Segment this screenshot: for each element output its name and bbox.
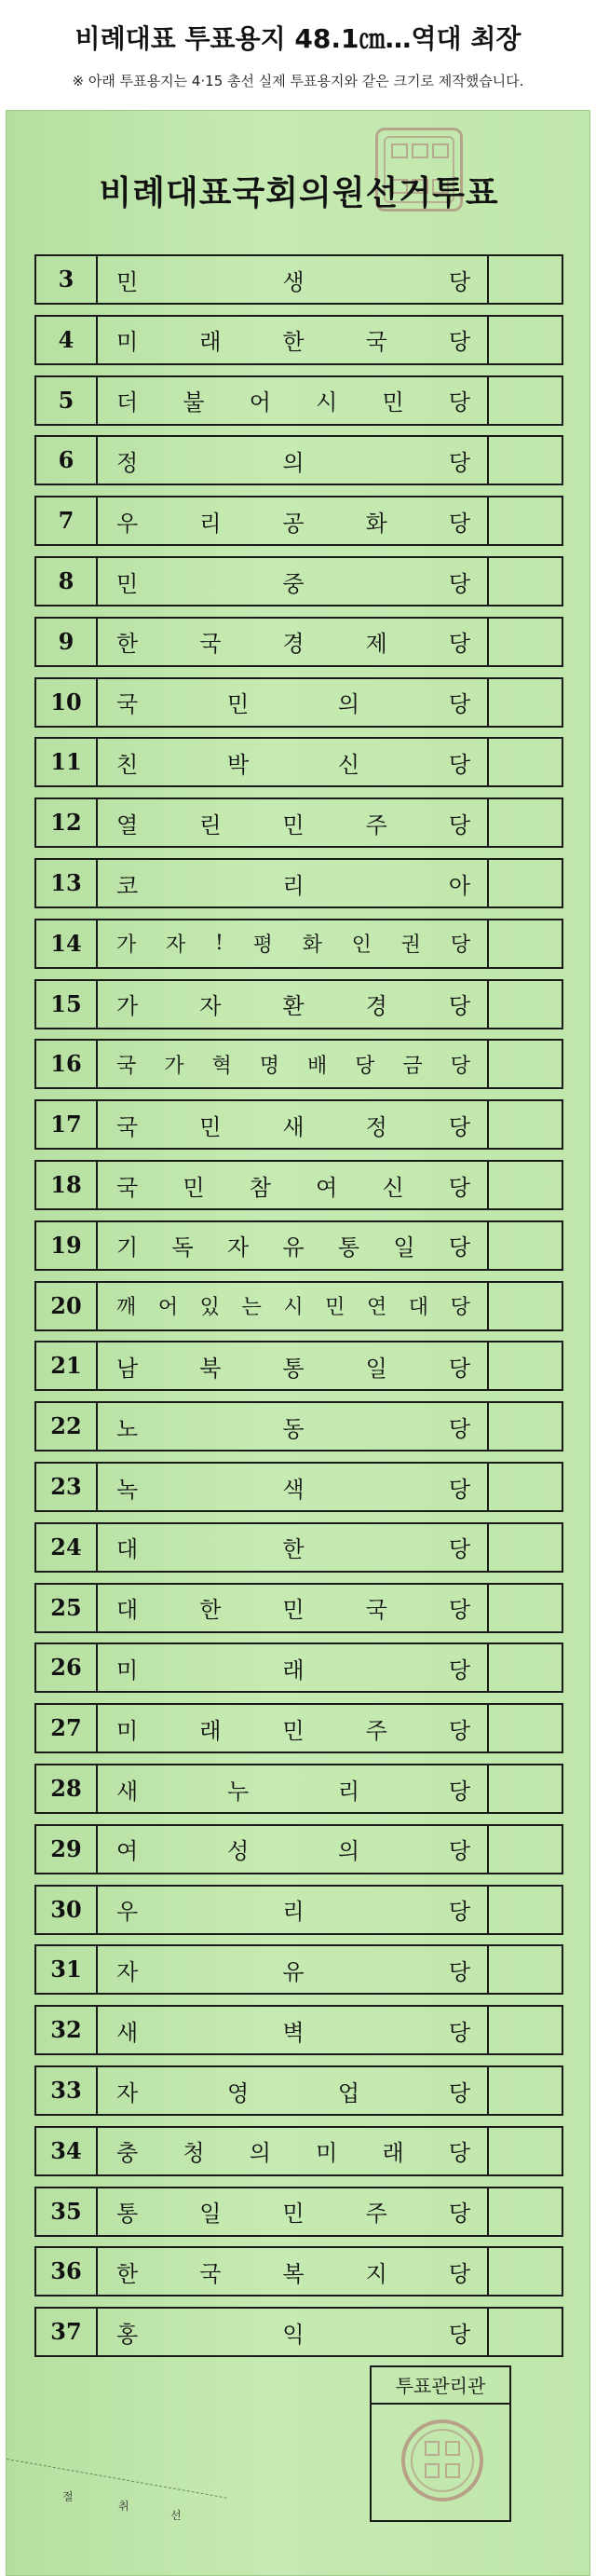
party-row: [34, 556, 563, 607]
vote-mark-box[interactable]: [489, 2007, 562, 2053]
party-number: 24: [36, 1524, 98, 1571]
party-number: 7: [36, 497, 98, 544]
party-number: 32: [36, 2007, 98, 2053]
party-name: 깨 어 있 는 시 민 연 대 당: [98, 1283, 489, 1329]
vote-mark-box[interactable]: [489, 1705, 562, 1751]
party-number: 28: [36, 1765, 98, 1812]
party-row: [34, 1281, 563, 1331]
vote-mark-box[interactable]: [489, 1524, 562, 1571]
official-seal-icon: [400, 2418, 485, 2503]
party-name: 충 청 의 미 래 당: [98, 2128, 489, 2174]
party-row: [34, 2065, 563, 2116]
party-row: [34, 1885, 563, 1935]
party-row: [34, 1039, 563, 1089]
vote-mark-box[interactable]: [489, 1041, 562, 1087]
party-number: 29: [36, 1826, 98, 1873]
party-name: 미 래 당: [98, 1644, 489, 1691]
party-name: 대 한 민 국 당: [98, 1585, 489, 1631]
party-number: 6: [36, 437, 98, 484]
vote-mark-box[interactable]: [489, 2067, 562, 2114]
party-name: 가 자 ! 평 화 인 권 당: [98, 920, 489, 967]
party-number: 13: [36, 860, 98, 906]
party-number: 14: [36, 920, 98, 967]
official-box: [370, 2365, 511, 2522]
vote-mark-box[interactable]: [489, 1644, 562, 1691]
party-number: 20: [36, 1283, 98, 1329]
party-number: 34: [36, 2128, 98, 2174]
party-row: [34, 677, 563, 728]
party-name: 여 성 의 당: [98, 1826, 489, 1873]
vote-mark-box[interactable]: [489, 2188, 562, 2235]
vote-mark-box[interactable]: [489, 437, 562, 484]
vote-mark-box[interactable]: [489, 1826, 562, 1873]
party-row: [34, 2187, 563, 2237]
ballot-title: 비례대표국회의원선거투표: [99, 174, 499, 212]
party-row: [34, 1703, 563, 1753]
party-name: 기 독 자 유 통 일 당: [98, 1222, 489, 1269]
party-number: 22: [36, 1403, 98, 1450]
party-name: 국 민 참 여 신 당: [98, 1162, 489, 1208]
party-name: 통 일 민 주 당: [98, 2188, 489, 2235]
party-name: 새 누 리 당: [98, 1765, 489, 1812]
party-number: 9: [36, 619, 98, 665]
party-name: 코 리 아: [98, 860, 489, 906]
party-name: 미 래 한 국 당: [98, 317, 489, 363]
party-name: 국 민 의 당: [98, 679, 489, 726]
party-name: 민 생 당: [98, 256, 489, 303]
vote-mark-box[interactable]: [489, 1101, 562, 1148]
party-name: 한 국 복 지 당: [98, 2248, 489, 2295]
vote-mark-box[interactable]: [489, 377, 562, 424]
official-label: 투표관리관: [372, 2367, 509, 2405]
party-number: 26: [36, 1644, 98, 1691]
party-row: [34, 1401, 563, 1452]
party-row: [34, 375, 563, 426]
party-row: [34, 919, 563, 969]
party-number: 5: [36, 377, 98, 424]
vote-mark-box[interactable]: [489, 619, 562, 665]
party-name: 정 의 당: [98, 437, 489, 484]
party-number: 23: [36, 1464, 98, 1510]
vote-mark-box[interactable]: [489, 1585, 562, 1631]
party-row: [34, 1099, 563, 1150]
vote-mark-box[interactable]: [489, 1887, 562, 1933]
party-number: 8: [36, 558, 98, 605]
vote-mark-box[interactable]: [489, 799, 562, 846]
party-number: 4: [36, 317, 98, 363]
party-number: 37: [36, 2309, 98, 2355]
party-row: [34, 2005, 563, 2055]
party-row: [34, 1220, 563, 1271]
party-name: 친 박 신 당: [98, 739, 489, 785]
party-name: 자 영 업 당: [98, 2067, 489, 2114]
party-name: 국 민 새 정 당: [98, 1101, 489, 1148]
cut-label: 취: [118, 2500, 129, 2513]
size-note: ※ 아래 투표용지는 4·15 총선 실제 투표용지와 같은 크기로 제작했습니다.: [72, 73, 524, 89]
party-name: 우 리 당: [98, 1887, 489, 1933]
party-number: 16: [36, 1041, 98, 1087]
party-number: 25: [36, 1585, 98, 1631]
party-row: [34, 737, 563, 787]
vote-mark-box[interactable]: [489, 1464, 562, 1510]
party-number: 33: [36, 2067, 98, 2114]
party-name: 새 벽 당: [98, 2007, 489, 2053]
party-name: 열 린 민 주 당: [98, 799, 489, 846]
party-row: [34, 617, 563, 667]
party-name: 남 북 통 일 당: [98, 1343, 489, 1389]
party-row: [34, 1764, 563, 1814]
party-row: [34, 1824, 563, 1874]
vote-mark-box[interactable]: [489, 739, 562, 785]
party-number: 21: [36, 1343, 98, 1389]
ballot-paper: [6, 110, 590, 2576]
party-row: [34, 1462, 563, 1512]
party-row: [34, 1160, 563, 1210]
party-row: [34, 435, 563, 485]
party-row: [34, 1583, 563, 1633]
party-name: 국 가 혁 명 배 당 금 당: [98, 1041, 489, 1087]
vote-mark-box[interactable]: [489, 920, 562, 967]
party-row: [34, 315, 563, 365]
party-name: 자 유 당: [98, 1946, 489, 1993]
party-row: [34, 254, 563, 305]
vote-mark-box[interactable]: [489, 1946, 562, 1993]
party-number: 15: [36, 981, 98, 1028]
vote-mark-box[interactable]: [489, 558, 562, 605]
vote-mark-box[interactable]: [489, 2248, 562, 2295]
party-name: 대 한 당: [98, 1524, 489, 1571]
party-row: [34, 858, 563, 908]
party-number: 10: [36, 679, 98, 726]
vote-mark-box[interactable]: [489, 1403, 562, 1450]
party-row: [34, 1341, 563, 1391]
vote-mark-box[interactable]: [489, 860, 562, 906]
party-row: [34, 979, 563, 1029]
party-name: 민 중 당: [98, 558, 489, 605]
party-number: 31: [36, 1946, 98, 1993]
vote-mark-box[interactable]: [489, 1765, 562, 1812]
headline: 비례대표 투표용지 48.1㎝…역대 최장: [74, 23, 522, 54]
vote-mark-box[interactable]: [489, 2128, 562, 2174]
party-row: [34, 2246, 563, 2297]
party-name: 녹 색 당: [98, 1464, 489, 1510]
party-number: 3: [36, 256, 98, 303]
party-name: 더 불 어 시 민 당: [98, 377, 489, 424]
cut-label: 선: [170, 2509, 182, 2522]
party-number: 19: [36, 1222, 98, 1269]
party-row: [34, 1642, 563, 1693]
vote-mark-box[interactable]: [489, 1162, 562, 1208]
party-number: 27: [36, 1705, 98, 1751]
party-number: 11: [36, 739, 98, 785]
cut-line: [7, 2459, 227, 2500]
vote-mark-box[interactable]: [489, 317, 562, 363]
party-name: 한 국 경 제 당: [98, 619, 489, 665]
party-name: 홍 익 당: [98, 2309, 489, 2355]
party-row: [34, 1944, 563, 1995]
vote-mark-box[interactable]: [489, 981, 562, 1028]
party-row: [34, 1522, 563, 1573]
party-row: [34, 496, 563, 546]
party-number: 35: [36, 2188, 98, 2235]
party-name: 미 래 민 주 당: [98, 1705, 489, 1751]
cut-label: 절: [62, 2490, 74, 2503]
party-number: 18: [36, 1162, 98, 1208]
vote-mark-box[interactable]: [489, 1222, 562, 1269]
party-number: 30: [36, 1887, 98, 1933]
party-number: 36: [36, 2248, 98, 2295]
vote-mark-box[interactable]: [489, 679, 562, 726]
party-row: [34, 2126, 563, 2176]
party-name: 우 리 공 화 당: [98, 497, 489, 544]
party-row: [34, 2307, 563, 2357]
vote-mark-box[interactable]: [489, 2309, 562, 2355]
party-row: [34, 797, 563, 848]
vote-mark-box[interactable]: [489, 1283, 562, 1329]
vote-mark-box[interactable]: [489, 1343, 562, 1389]
party-number: 17: [36, 1101, 98, 1148]
party-name: 가 자 환 경 당: [98, 981, 489, 1028]
party-name: 노 동 당: [98, 1403, 489, 1450]
vote-mark-box[interactable]: [489, 497, 562, 544]
vote-mark-box[interactable]: [489, 256, 562, 303]
party-number: 12: [36, 799, 98, 846]
